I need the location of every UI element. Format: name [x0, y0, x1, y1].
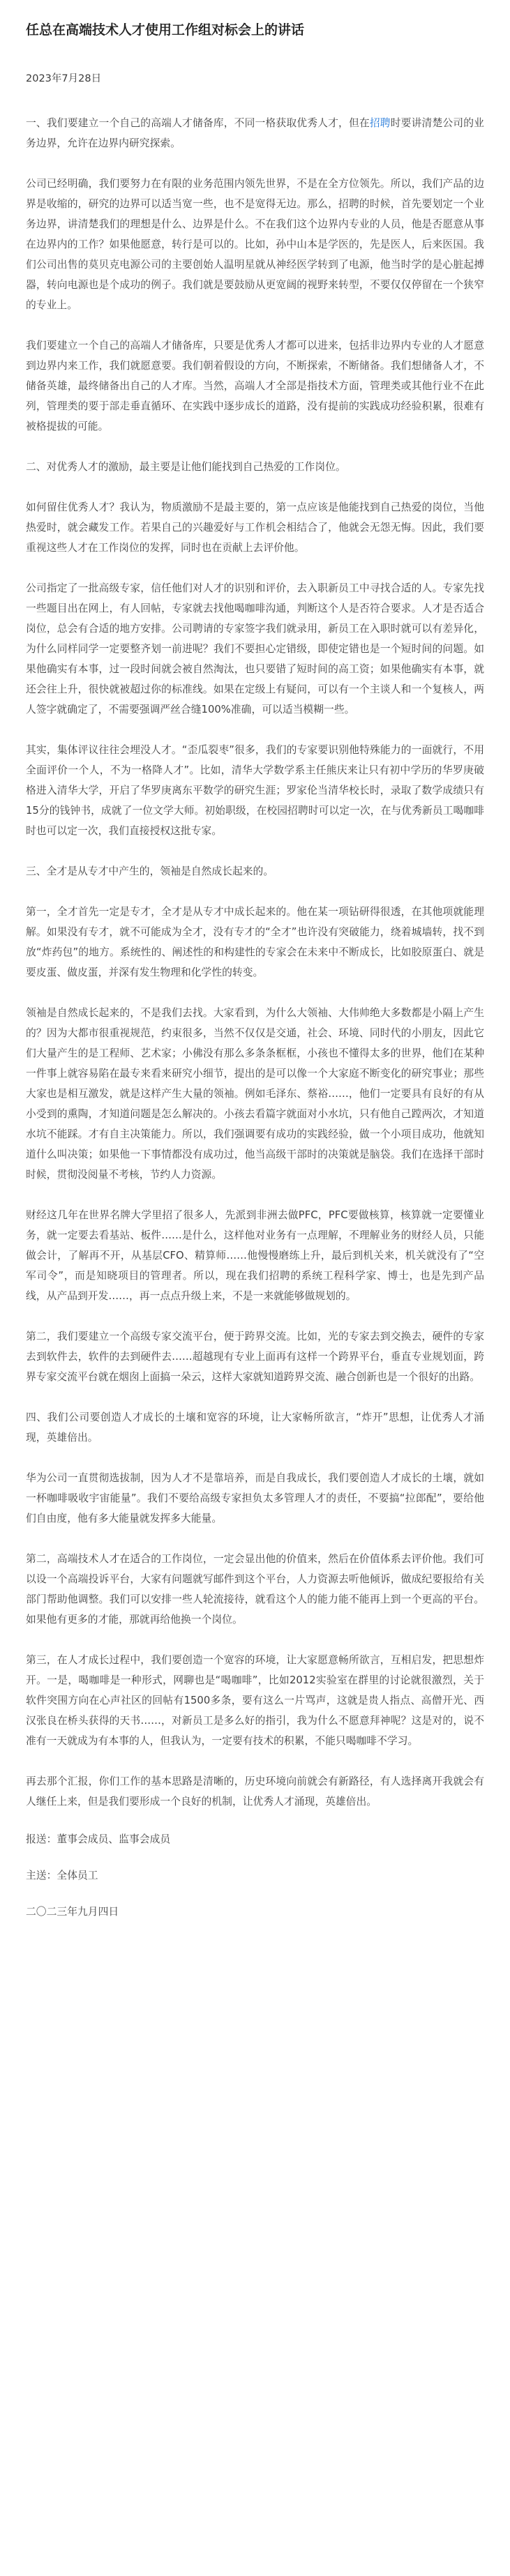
- publish-date: 2023年7月28日: [26, 73, 102, 84]
- paragraph-6: 其实，集体评议往往会埋没人才。“歪瓜裂枣”很多，我们的专家要识别他特殊能力的一面就行，不用全面评价一个人，不为一格降人才”。比如，清华大学数学系主任熊庆来让只有初中学历的华罗庚破格进入清华大学，开启了华罗庚离东平数学的研究生涯；罗家伦当清华校长时，录取了数学成绩只有15分的钱钟书，成就了一位文学大师。初始职级，在校园招聘时可以定一次，在与优秀新员工喝咖啡时也可以定一次，我们直接授权这批专家。: [26, 744, 484, 837]
- paragraph-14: 再去那个汇报，你们工作的基本思路是清晰的，历史环境向前就会有新路径，有人选择离开我就会有人继任上来，但是我们要形成一个良好的机制，让优秀人才涌现，英雄倍出。: [26, 1775, 484, 1808]
- paragraph-2: 公司已经明确，我们要努力在有限的业务范围内领先世界，不是在全方位领先。所以，我们产品的边界是收缩的，研究的边界可以适当宽一些，也不是宽得无边。那么，招聘的时候，首先要划定一个业务边界，讲清楚我们的理想是什么、边界是什么。不在我们这个边界内专业的人员，他是否愿意从事在边界内的工作？如果他愿意，转行是可以的。比如，孙中山本是学医的，先是医人，后来医国。我们公司出售的莫贝克电源公司的主要创始人温明星就从神经医学转到了电源，他当时学的是心脏起搏器，转向电源也是个成功的例子。我们就是要鼓励从更宽阔的视野来转型，不要仅仅停留在一个狭窄的专业上。: [26, 178, 484, 311]
- paragraph-7: 第一，全才首先一定是专才，全才是从专才中成长起来的。他在某一项钻研得很透，在其他项就能理解。如果没有专才，就不可能成为全才，没有专才的“全才”也许没有突破能力，绕着城墙转，找不到放“炸药包”的地方。系统性的、阐述性的和构建性的专家会在未来中不断成长，比如胶原蛋白、就是要皮蛋、做皮蛋，并深有发生物理和化学性的转变。: [26, 906, 484, 978]
- end-date: 二〇二三年九月四日: [26, 1906, 119, 1918]
- paragraph-5: 公司指定了一批高级专家，信任他们对人才的识别和评价，去入职新员工中寻找合适的人。专家先找一些题目出在网上，有人回帖，专家就去找他喝咖啡沟通，判断这个人是否符合要求。人才是否适合岗位，总会有合适的地方安排。公司聘请的专家签字我们就录用，新员工在入职时就可以有差异化，为什么同样同学一定要整齐划一前进呢？我们不要担心定错级，即使定错也是一个短时间的问题。如果他确实有本事，过一段时间就会被自然淘汰，也只要错了短时间的高工资；如果他确实有本事，就还会往上升，很快就被超过你的标准线。如果在定级上有疑问，可以有一个主谈人和一个复核人，两人签字就确定了，不需要强调严丝合缝100%准确，可以适当模糊一些。: [26, 582, 484, 715]
- paragraph-12: 第二，高端技术人才在适合的工作岗位，一定会显出他的价值来，然后在价值体系去评价他。我们可以设一个高端投诉平台，大家有问题就写邮件到这个平台，人力资源去听他倾诉，做成纪要报给有关部门帮助他调整。我们可以安排一些人轮流接待，就看这个人的能力能不能再上到一个更高的平台。如果他有更多的才能，那就再给他换一个岗位。: [26, 1553, 484, 1626]
- recruitment-link[interactable]: 招聘: [369, 117, 391, 129]
- paragraph-1-text-before: 一、我们要建立一个自己的高端人才储备库，不同一格获取优秀人才，但在: [26, 117, 370, 129]
- paragraph-3: 我们要建立一个自己的高端人才储备库，只要是优秀人才都可以进来，包括非边界内专业的人才愿意到边界内来工作，我们就愿意要。我们朝着假设的方向，不断探索，不断储备。我们想储备人才，不储备英雄，最终储备出自己的人才库。当然，高端人才全部是指技术方面，管理类或其他行业不在此列，管理类的要于部走垂直循环、在实践中逐步成长的道路，没有提前的实践成功经验积累，很难有被格提拔的可能。: [26, 340, 484, 432]
- page-title: 任总在高端技术人才使用工作组对标会上的讲话: [26, 22, 305, 38]
- paragraph-11: 华为公司一直贯彻选拔制，因为人才不是靠培养，而是自我成长，我们要创造人才成长的土壤，就如一杯咖啡吸收宇宙能量”。我们不要给高级专家担负太多管理人才的责任，不要搞“拉郎配”，要给他们自由度，他有多大能量就发挥多大能量。: [26, 1472, 484, 1524]
- paragraph-9: 财经这几年在世界名牌大学里招了很多人，先派到非洲去做PFC，PFC要做核算，核算就一定要懂业务，就一定要去看基站、板件……是什么，这样他对业务有一点理解，不理解业务的财经人员，只能做会计，了解再不开，从基层CFO、精算师……他慢慢磨练上升，最后到机关来，机关就没有了“空军司令”，而是知晓项目的管理者。所以，现在我们招聘的系统工程科学家、博士，也是先到产品线，从产品到开发……，再一点点升级上来，不是一来就能够做规划的。: [26, 1209, 484, 1302]
- paragraph-8: 领袖是自然成长起来的，不是我们去找。大家看到，为什么大领袖、大伟帅绝大多数都是小隔上产生的？因为大都市很重视规范，约束很多，当然不仅仅是交通，社会、环境、同时代的小朋友，因此它们大量产生的是工程师、艺术家；小佛没有那么多条条框框，小孩也不懂得太多的世界，他们在某种一件事上就容易陷在最专来看来研究小细节，提出的是可以像一个大家庭不断变化的研究事业；那些大家也是相互激发，就是这样产生大量的领袖。例如毛泽东、蔡裕……，他们一定要具有良好的有从小受到的熏陶，才知道问题是怎么解决的。小孩去看篇字就面对小水坑，只有他自己蹚两次，才知道水坑不能踩。才有自主决策能力。所以，我们强调要有成功的实践经验，做一个小项目成功，他就知道什么叫决策；如果他一下事情都没有成功过，他当高级干部时的决策就是脑袋。我们在选择干部时时候，贯彻没阅量不考核，节约人力资源。: [26, 1007, 484, 1181]
- section-heading-4: 四、我们公司要创造人才成长的土壤和宽容的环境，让大家畅所欲言，“炸开”思想，让优秀人才涌现，英雄倍出。: [26, 1411, 484, 1444]
- paragraph-13: 第三，在人才成长过程中，我们要创造一个宽容的环境，让大家愿意畅所欲言，互相启发，把思想炸开。一是，喝咖啡是一种形式，网聊也是“喝咖啡”，比如2012实验室在群里的讨论就很激烈，关于软件突围方向在心声社区的回帖有1500多条，要有这么一片骂声，这就是贵人指点、高僧开光、西汉张良在桥头获得的天书……，对新员工是多么好的指引，我为什么不愿意拜神呢？这是对的，说不准有一天就成为有本事的人，但我认为，一定要有技术的积累，不能只喝咖啡不学习。: [26, 1654, 484, 1747]
- cc-line: 报送：董事会成员、监事会成员: [26, 1833, 171, 1845]
- paragraph-10: 第二，我们要建立一个高级专家交流平台，便于跨界交流。比如，光的专家去到交换去，硬件的专家去到软件去，软件的去到硬件去……超越现有专业上面再有这样一个跨界平台，垂直专业规划面，跨界专家交流平台就在烟囱上面搞一朵云，这样大家就知道跨界交流、融合创新也是一个很好的出路。: [26, 1331, 484, 1383]
- paragraph-1-text-after: 时要讲清楚公司的业务边界，允许在边界内研究探索。: [26, 117, 484, 149]
- paragraph-4: 如何留住优秀人才？我认为，物质激励不是最主要的，第一点应该是他能找到自己热爱的岗位，当他热爱时，就会藏发工作。若果自己的兴趣爱好与工作机会相结合了，他就会无怨无悔。因此，我们要重视这些人才在工作岗位的发挥，同时也在贡献上去评价他。: [26, 501, 484, 554]
- section-heading-3: 三、全才是从专才中产生的，领袖是自然成长起来的。: [26, 865, 274, 877]
- paragraph-1: [26, 113, 484, 153]
- section-heading-2: 二、对优秀人才的激励，最主要是让他们能找到自己热爱的工作岗位。: [26, 461, 346, 473]
- to-line: 主送：全体员工: [26, 1870, 98, 1881]
